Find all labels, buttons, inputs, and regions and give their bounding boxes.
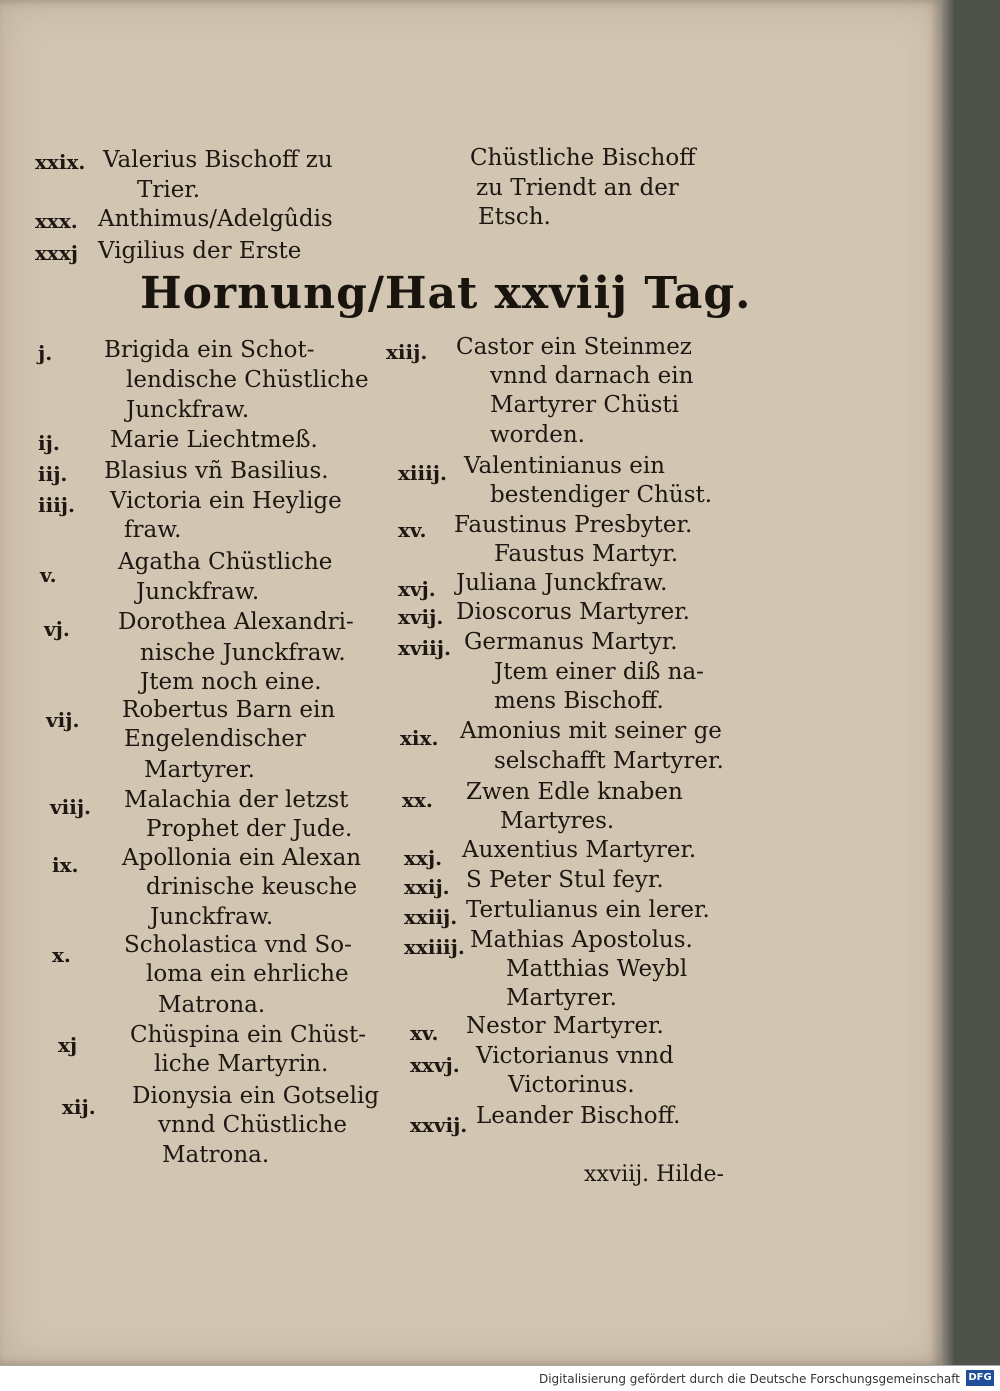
entry-text: Blasius vñ Basilius. [104, 458, 329, 484]
entry-number: xxij. [404, 875, 450, 899]
entry-text: zu Triendt an der [476, 175, 679, 201]
digitization-footer [0, 1365, 1000, 1391]
entry-text: Prophet der Jude. [146, 816, 353, 842]
entry-text: mens Bischoff. [494, 688, 664, 714]
entry-text: Amonius mit seiner ge [460, 718, 722, 744]
entry-text: Faustinus Presbyter. [454, 512, 693, 538]
entry-text: Valentinianus ein [464, 453, 665, 479]
entry-number: xxvj. [410, 1053, 460, 1077]
entry-number: xxx. [35, 209, 78, 233]
entry-text: Leander Bischoff. [476, 1103, 681, 1129]
entry-text: drinische keusche [146, 874, 358, 900]
entry-number: iij. [38, 462, 68, 486]
entry-text: Victorinus. [508, 1072, 635, 1098]
entry-text: Junckfraw. [136, 579, 260, 605]
entry-text: Dionysia ein Gotselig [132, 1083, 380, 1109]
entry-text: Scholastica vnd So- [124, 932, 352, 958]
footer-credit: Digitalisierung gefördert durch die Deutsche Forschungsgemeinschaft [538, 1372, 960, 1386]
entry-text: Juliana Junckfraw. [456, 570, 668, 596]
entry-number: xij. [62, 1095, 96, 1119]
entry-text: nische Junckfraw. [140, 640, 346, 666]
entry-text: Germanus Martyr. [464, 629, 678, 655]
entry-number: xv. [398, 518, 427, 542]
entry-text: worden. [490, 422, 585, 448]
entry-number: xxvij. [410, 1113, 468, 1137]
entry-text: selschafft Martyrer. [494, 748, 724, 774]
entry-text: Chüstliche Bischoff [470, 145, 696, 171]
entry-text: S Peter Stul feyr. [466, 867, 664, 893]
entry-text: Matrona. [162, 1142, 270, 1168]
entry-text: Junckfraw. [150, 904, 274, 930]
entry-number: ix. [52, 853, 79, 877]
entry-text: Trier. [137, 177, 201, 203]
entry-number: xiij. [386, 340, 428, 364]
entry-text: vnnd darnach ein [490, 363, 694, 389]
entry-number: xx. [402, 788, 433, 812]
entry-text: Martyrer. [506, 985, 617, 1011]
entry-text: Marie Liechtmeß. [110, 427, 318, 453]
entry-number: vij. [46, 708, 80, 732]
entry-text: Malachia der letzst [124, 787, 349, 813]
entry-text: Etsch. [478, 204, 551, 230]
entry-number: v. [40, 563, 57, 587]
entry-text: loma ein ehrliche [146, 961, 349, 987]
entry-text: Martyres. [500, 808, 615, 834]
entry-number: j. [38, 341, 53, 365]
entry-text: Faustus Martyr. [494, 541, 679, 567]
entry-number: iiij. [38, 493, 75, 517]
entry-text: Matthias Weybl [506, 956, 688, 982]
entry-text: Brigida ein Schot- [104, 337, 315, 363]
page-edge [942, 0, 956, 1365]
entry-text: Castor ein Steinmez [456, 334, 692, 360]
entry-number: xxj. [404, 846, 443, 870]
entry-number: xvij. [398, 605, 444, 629]
entry-text: Jtem einer diß na- [494, 659, 704, 685]
entry-text: Victoria ein Heylige [110, 488, 342, 514]
entry-text: Victorianus vnnd [476, 1043, 674, 1069]
entry-text: Martyrer. [144, 757, 255, 783]
entry-text: liche Martyrin. [154, 1051, 329, 1077]
entry-number: vj. [44, 617, 70, 641]
entry-number: ij. [38, 431, 60, 455]
entry-text: lendische Chüstliche [126, 367, 369, 393]
entry-number: xxxj [35, 241, 79, 265]
month-heading: Hornung/Hat xxviij Tag. [140, 268, 752, 319]
entry-number: xxiij. [404, 905, 458, 929]
entry-text: Martyrer Chüsti [490, 392, 680, 418]
entry-text: Apollonia ein Alexan [122, 845, 362, 871]
dfg-logo: DFG [966, 1370, 994, 1386]
entry-number: xxiiij. [404, 935, 465, 959]
entry-text: Nestor Martyrer. [466, 1013, 664, 1039]
entry-text: fraw. [124, 517, 182, 543]
entry-text: Matrona. [158, 992, 266, 1018]
entry-text: Tertulianus ein lerer. [466, 897, 710, 923]
entry-text: Dorothea Alexandri- [118, 609, 354, 635]
entry-text: Vigilius der Erste [98, 238, 302, 264]
entry-number: xxix. [35, 150, 86, 174]
entry-text: vnnd Chüstliche [158, 1112, 347, 1138]
entry-number: x. [52, 943, 71, 967]
entry-number: xv. [410, 1021, 439, 1045]
entry-text: Valerius Bischoff zu [103, 147, 333, 173]
entry-text: Chüspina ein Chüst- [130, 1022, 367, 1048]
entry-text: bestendiger Chüst. [490, 482, 713, 508]
entry-number: viij. [50, 795, 92, 819]
entry-number: xvj. [398, 577, 436, 601]
catchword: xxviij. Hilde- [584, 1162, 724, 1187]
entry-text: Zwen Edle knaben [466, 779, 683, 805]
scan-background [956, 0, 1000, 1365]
entry-text: Junckfraw. [126, 397, 250, 423]
entry-text: Anthimus/Adelgûdis [98, 206, 333, 232]
entry-text: Engelendischer [124, 726, 306, 752]
entry-text: Agatha Chüstliche [118, 549, 333, 575]
entry-text: Dioscorus Martyrer. [456, 599, 690, 625]
entry-text: Auxentius Martyrer. [462, 837, 697, 863]
entry-number: xviij. [398, 636, 451, 660]
entry-text: Mathias Apostolus. [470, 927, 693, 953]
entry-text: Robertus Barn ein [122, 697, 336, 723]
entry-text: Jtem noch eine. [140, 669, 322, 695]
entry-number: xiiij. [398, 461, 447, 485]
entry-number: xj [58, 1033, 78, 1057]
entry-number: xix. [400, 726, 439, 750]
